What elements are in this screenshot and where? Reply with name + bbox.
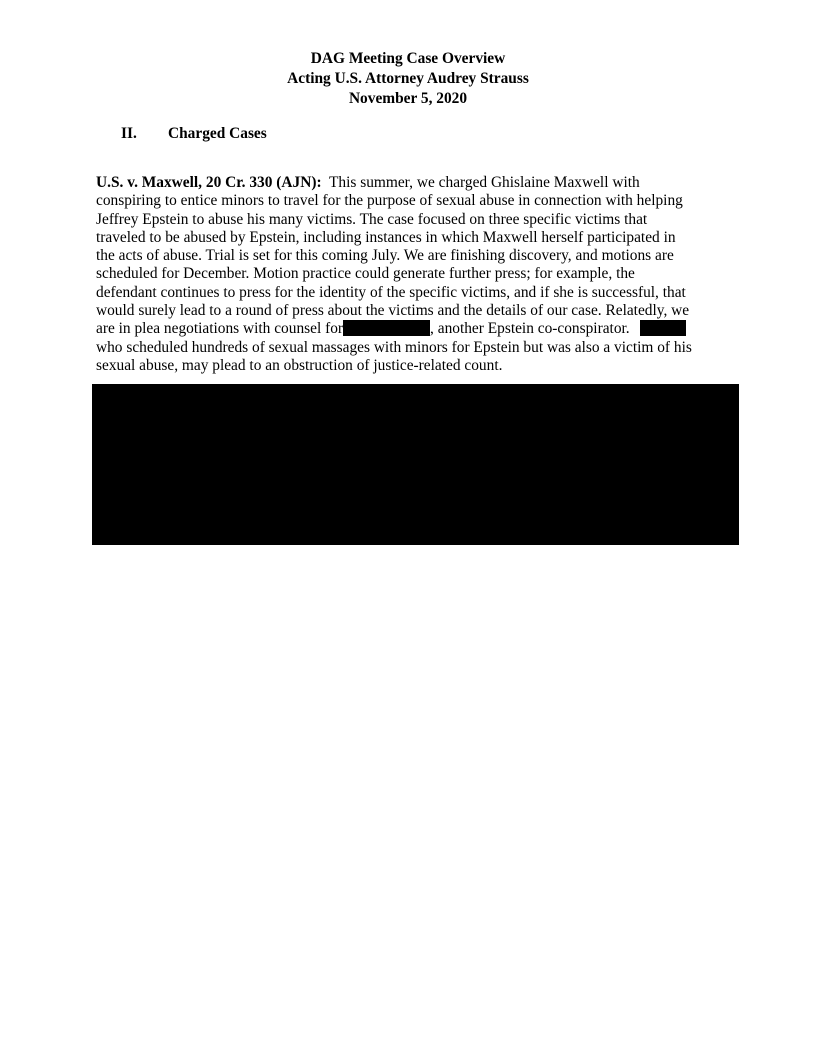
- case-caption: U.S. v. Maxwell, 20 Cr. 330 (AJN):: [96, 174, 322, 191]
- paragraph-line: who scheduled hundreds of sexual massages with minors for Epstein but was also a victim of his: [96, 338, 692, 356]
- redaction-bar: [640, 320, 686, 336]
- document-subtitle: Acting U.S. Attorney Audrey Strauss: [287, 70, 529, 87]
- paragraph-line: scheduled for December. Motion practice could generate further press; for example, the: [96, 265, 635, 283]
- section-title: Charged Cases: [168, 125, 267, 142]
- redaction-bar: [343, 320, 430, 336]
- paragraph-line: [96, 320, 736, 338]
- paragraph-text: This summer, we charged Ghislaine Maxwell with: [329, 174, 640, 191]
- redaction-block: [92, 384, 739, 545]
- paragraph-text: are in plea negotiations with counsel for: [96, 320, 344, 338]
- case-paragraph: [96, 174, 736, 375]
- paragraph-line: Jeffrey Epstein to abuse his many victims. The case focused on three specific victims that: [96, 210, 648, 228]
- section-heading: [121, 124, 267, 144]
- paragraph-line: conspiring to entice minors to travel for the purpose of sexual abuse in connection with helping: [96, 192, 683, 210]
- paragraph-line: would surely lead to a round of press about the victims and the details of our case. Relatedly, we: [96, 302, 690, 320]
- document-header: [0, 49, 816, 109]
- section-number: II.: [121, 125, 137, 142]
- paragraph-line: traveled to be abused by Epstein, including instances in which Maxwell herself participated in: [96, 228, 676, 246]
- paragraph-line: defendant continues to press for the identity of the specific victims, and if she is successful, that: [96, 283, 686, 301]
- document-title: DAG Meeting Case Overview: [310, 50, 506, 67]
- paragraph-line: sexual abuse, may plead to an obstruction of justice-related count.: [96, 356, 503, 374]
- document-date: November 5, 2020: [348, 90, 468, 107]
- paragraph-line: [96, 174, 736, 192]
- paragraph-line: the acts of abuse. Trial is set for this coming July. We are finishing discovery, and motions are: [96, 247, 674, 265]
- paragraph-text: , another Epstein co-conspirator.: [430, 320, 630, 338]
